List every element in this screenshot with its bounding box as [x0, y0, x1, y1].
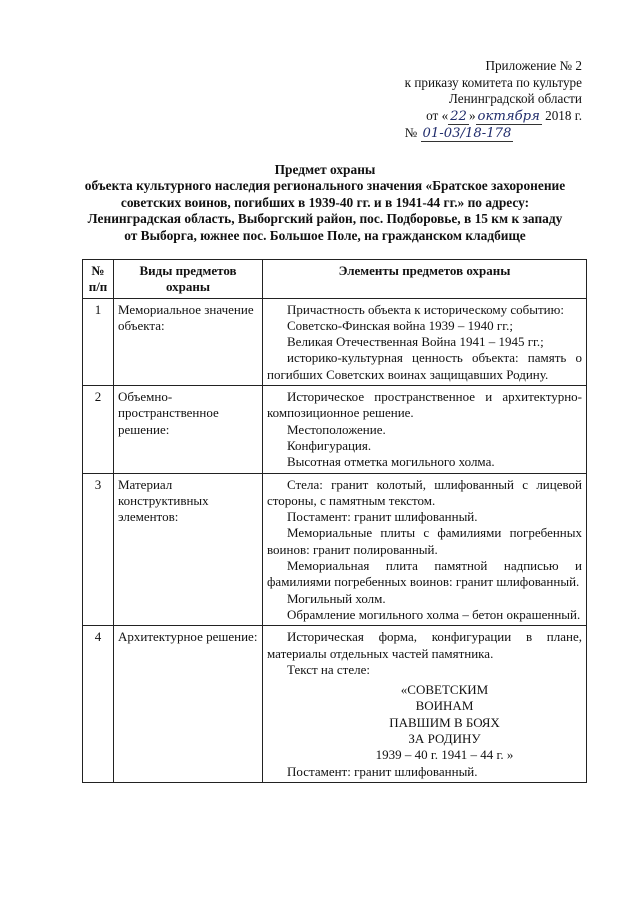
annex-number-line — [405, 125, 582, 143]
stele-inscription — [307, 682, 582, 763]
title-line-5: от Выборга, южнее пос. Большое Поле, на гражданском кладбище — [124, 227, 526, 243]
annex-order-line: к приказу комитета по культуре — [404, 74, 582, 90]
inscription-line: ЗА РОДИНУ — [408, 731, 481, 747]
date-month-handwritten: октября — [477, 108, 540, 124]
header-kind: Виды предметов охраны — [114, 260, 263, 299]
annex-date-line: от « 22 » октября 2018 г. — [426, 107, 582, 124]
protection-table — [82, 259, 587, 783]
annex-region-line: Ленинградской области — [448, 91, 582, 106]
element-item: Высотная отметка могильного холма. — [287, 454, 495, 470]
date-day-handwritten: 22 — [450, 108, 467, 124]
element-item: Историческое пространственное и архитектурно-композиционное решение. — [267, 389, 582, 421]
inscription-line: ПАВШИМ В БОЯХ — [389, 714, 500, 730]
row-kind: Объемно-пространственное решение: — [114, 386, 263, 473]
element-item: Местоположение. — [287, 421, 386, 437]
inscription-line: «СОВЕТСКИМ — [400, 682, 489, 698]
element-item: Постамент: гранит шлифованный. — [287, 763, 478, 779]
row-kind: Мемориальное значение объекта: — [114, 298, 263, 385]
title-line-1: Предмет охраны — [274, 162, 376, 177]
element-item: историко-культурная ценность объекта: память о погибших Советских воинах защищавших Родину. — [267, 350, 582, 382]
table-row — [83, 386, 587, 473]
table-row — [83, 473, 587, 626]
element-item: Конфигурация. — [287, 437, 372, 453]
header-num: № п/п — [83, 260, 114, 299]
element-item: Постамент: гранит шлифованный. — [287, 509, 478, 525]
inscription-line: ВОИНАМ — [415, 698, 474, 714]
date-year: 2018 г. — [545, 107, 582, 123]
header-elements: Элементы предметов охраны — [263, 260, 587, 299]
annex-title: Приложение № 2 — [485, 58, 582, 73]
element-item: Стела: гранит колотый, шлифованный с лицевой стороны, с памятным текстом. — [267, 476, 582, 508]
row-elements — [263, 298, 587, 385]
row-kind: Архитектурное решение: — [114, 626, 263, 783]
element-item: Текст на стеле: — [287, 661, 370, 677]
title-line-4: Ленинградская область, Выборгский район, пос. Подборовье, в 15 км к западу — [87, 211, 563, 227]
element-item: Мемориальная плита памятной надписью и фамилиями погребенных воинов: гранит шлифованный. — [267, 558, 582, 590]
inscription-line: 1939 – 40 г. 1941 – 44 г. » — [375, 747, 514, 763]
row-elements — [263, 626, 587, 783]
row-num: 3 — [83, 473, 114, 626]
element-item: Могильный холм. — [287, 590, 386, 606]
element-item: Причастность объекта к историческому событию: — [287, 301, 564, 317]
title-line-2: объекта культурного наследия регионального значения «Братское захоронение — [84, 178, 566, 194]
element-item: Советско-Финская война 1939 – 1940 гг.; — [287, 317, 513, 333]
row-elements — [263, 473, 587, 626]
document-title — [60, 162, 590, 244]
date-prefix: от — [426, 107, 439, 123]
number-prefix: № — [404, 125, 418, 140]
table-row — [83, 298, 587, 385]
table-header-row — [83, 260, 587, 299]
row-num: 4 — [83, 626, 114, 783]
element-item: Мемориальные плиты с фамилиями погребенных воинов: гранит полированный. — [267, 525, 582, 557]
row-kind: Материал конструктивных элементов: — [114, 473, 263, 626]
row-elements — [263, 386, 587, 473]
annex-header — [405, 58, 582, 143]
title-line-3: советских воинов, погибших в 1939-40 гг. и в 1941-44 гг.» по адресу: — [120, 194, 530, 210]
table-row — [83, 626, 587, 783]
element-item: Великая Отечественная Война 1941 – 1945 гг.; — [287, 334, 544, 350]
row-num: 1 — [83, 298, 114, 385]
element-item: Историческая форма, конфигурации в плане, материалы отдельных частей памятника. — [267, 629, 582, 661]
row-num: 2 — [83, 386, 114, 473]
element-item: Обрамление могильного холма – бетон окрашенный. — [287, 606, 581, 622]
number-handwritten: 01-03/18-178 — [422, 126, 512, 141]
